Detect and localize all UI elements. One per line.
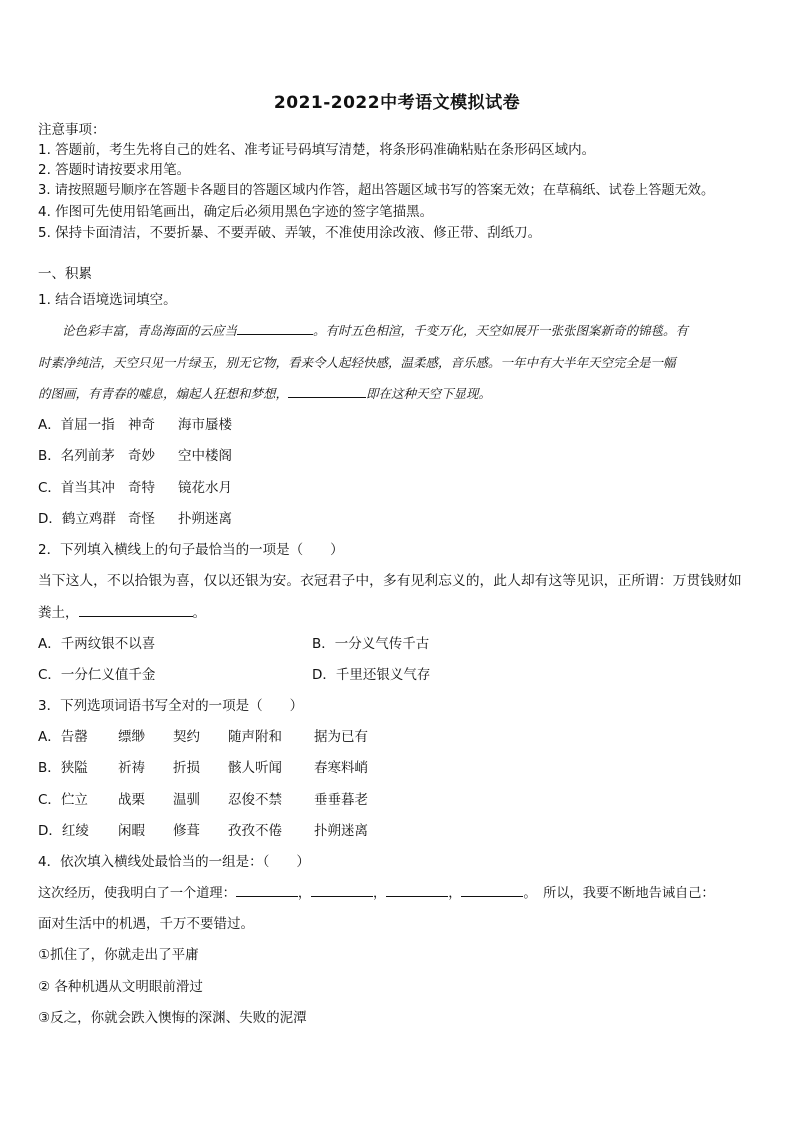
question-3-option-b[interactable] (38, 759, 368, 777)
question-4-item: ② 各种机遇从文明眼前滑过 (38, 979, 203, 995)
option-word: 缥缈 (118, 729, 145, 745)
option-word: 孜孜不倦 (228, 823, 282, 839)
option-word: 温驯 (173, 792, 200, 808)
question-2-passage-line: 当下这人，不以拾银为喜，仅以还银为安。衣冠君子中，多有见利忘义的，此人却有这等见识，正所谓：万贯钱财如 (38, 573, 742, 589)
option-word: C．首当其冲 (38, 480, 115, 496)
question-3-option-a[interactable] (38, 728, 368, 746)
option-word: 海市蜃楼 (178, 417, 232, 433)
question-3-option-c[interactable] (38, 791, 368, 809)
question-1-passage-line (38, 385, 491, 403)
option-word: 战栗 (118, 792, 145, 808)
option-word: 契约 (173, 729, 200, 745)
option-word: A．首屈一指 (38, 417, 115, 433)
fill-blank (237, 322, 313, 335)
question-2-option-d[interactable]: D．千里还银义气存 (312, 667, 431, 683)
option-word: 春寒料峭 (314, 760, 368, 776)
passage-text: 。 所以，我要不断地告诫自己： (523, 886, 715, 901)
question-2-option-b[interactable]: B．一分义气传千古 (312, 636, 430, 652)
passage-text: 即在这种天空下显现。 (366, 386, 492, 401)
question-1-option-c[interactable] (38, 479, 232, 497)
passage-text: 粪土， (38, 605, 79, 621)
option-word: B．名列前茅 (38, 448, 115, 464)
question-4-item: ①抓住了，你就走出了平庸 (38, 947, 199, 963)
option-word: C．伫立 (38, 792, 88, 808)
passage-text: 的图画，有青春的嘘息，煽起人狂想和梦想， (38, 386, 289, 401)
question-1-option-a[interactable] (38, 416, 232, 434)
option-word: 扑朔迷离 (314, 823, 368, 839)
passage-text: 这次经历，使我明白了一个道理： (38, 886, 236, 901)
question-4-passage-line (38, 884, 715, 903)
option-word: 据为已有 (314, 729, 368, 745)
option-word: 垂垂暮老 (314, 792, 368, 808)
option-word: 忍俊不禁 (228, 792, 282, 808)
fill-blank (79, 604, 193, 617)
question-4-stem: 4．依次填入横线处最恰当的一组是：（ ） (38, 854, 310, 870)
question-2-passage-line (38, 604, 206, 622)
option-word: 闲暇 (118, 823, 145, 839)
option-word: 修葺 (173, 823, 200, 839)
passage-text: 。有时五色相渲，千变万化，天空如展开一张张图案新奇的锦毯。有 (313, 323, 689, 338)
option-word: A．告罄 (38, 729, 88, 745)
notice-item: 5. 保持卡面清洁，不要折暴、不要弄破、弄皱，不准使用涂改液、修正带、刮纸刀。 (38, 225, 542, 241)
question-2-option-a[interactable]: A．千两纹银不以喜 (38, 636, 156, 652)
page-title: 2021-2022中考语文模拟试卷 (273, 93, 521, 113)
question-3-option-d[interactable] (38, 822, 368, 840)
option-word: D．鹤立鸡群 (38, 511, 116, 527)
comma: ， (448, 886, 462, 901)
question-3-stem: 3．下列选项词语书写全对的一项是（ ） (38, 698, 304, 714)
fill-blank (311, 884, 373, 897)
option-word: 骸人听闻 (228, 760, 282, 776)
option-word: 折损 (173, 760, 200, 776)
question-1-passage-line: 时素净纯洁，天空只见一片绿玉，别无它物，看来令人起轻快感，温柔感，音乐感。一年中有大半年天空完全是一幅 (38, 355, 676, 370)
option-word: D．红绫 (38, 823, 89, 839)
passage-text: 。 (192, 605, 206, 621)
question-1-option-b[interactable] (38, 447, 232, 465)
option-word: 镜花水月 (178, 480, 232, 496)
question-4-passage-line: 面对生活中的机遇，千万不要错过。 (38, 916, 254, 932)
question-2-stem: 2．下列填入横线上的句子最恰当的一项是（ ） (38, 542, 344, 558)
question-1-stem: 1. 结合语境选词填空。 (38, 292, 177, 308)
option-word: 奇怪 (128, 511, 155, 527)
comma: ， (373, 886, 387, 901)
fill-blank (288, 385, 366, 398)
fill-blank (236, 884, 298, 897)
fill-blank (386, 884, 448, 897)
comma: ， (297, 886, 311, 901)
option-word: 空中楼阁 (178, 448, 232, 464)
option-word: 扑朔迷离 (178, 511, 232, 527)
section-heading: 一、积累 (38, 266, 92, 282)
option-word: 随声附和 (228, 729, 282, 745)
notice-item: 4. 作图可先使用铅笔画出，确定后必须用黑色字迹的签字笔描黑。 (38, 204, 434, 220)
question-4-item: ③反之，你就会跌入懊悔的深渊、失败的泥潭 (38, 1010, 307, 1026)
passage-text: 论色彩丰富，青岛海面的云应当 (62, 323, 238, 338)
question-1-option-d[interactable] (38, 510, 232, 528)
notice-item: 1. 答题前，考生先将自己的姓名、准考证号码填写清楚，将条形码准确粘贴在条形码区域内。 (38, 142, 596, 158)
option-word: 神奇 (128, 417, 155, 433)
question-1-passage-line (62, 322, 688, 340)
option-word: B．狭隘 (38, 760, 88, 776)
notice-heading: 注意事项： (38, 122, 106, 138)
option-word: 奇妙 (128, 448, 155, 464)
option-word: 祈祷 (118, 760, 145, 776)
fill-blank (461, 884, 523, 897)
notice-item: 2. 答题时请按要求用笔。 (38, 162, 191, 178)
question-2-option-c[interactable]: C．一分仁义值千金 (38, 667, 156, 683)
option-word: 奇特 (128, 480, 155, 496)
notice-item: 3. 请按照题号顺序在答题卡各题目的答题区域内作答，超出答题区域书写的答案无效；在草稿纸、试卷上答题无效。 (38, 183, 715, 198)
